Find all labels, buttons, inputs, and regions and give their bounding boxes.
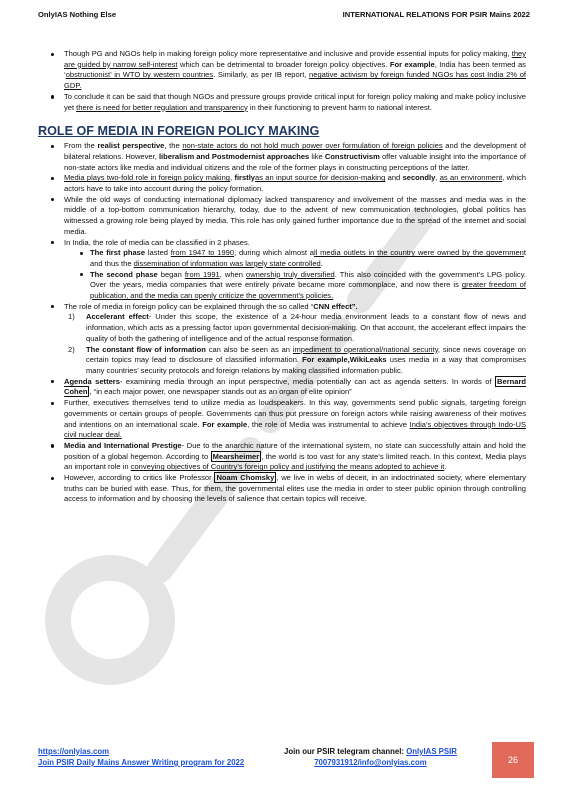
underlined-text: there is need for better regulation and transparency [76,102,248,112]
text-run: t and thus the [90,248,526,268]
text-run: in their functioning to prevent harm to national interest. [247,102,432,112]
underlined-text: obstructionist’ in WTO by western countries [65,70,214,80]
bold-text: firstly [234,173,255,183]
bold-text: For example [389,59,435,69]
text-run: , “in each major power, one newspaper stands out as an organ of elite opinion” [89,387,352,397]
text-run: can also be seen as an [205,344,293,354]
text-run: , the role of Media was instrumental to achieve [247,419,410,429]
bold-text: For example,WikiLeaks [302,355,387,365]
text-run: In India, the role of media can be classified in 2 phases. [64,237,250,247]
bold-text: The constant flow of information [86,344,206,354]
text-run: . [320,258,323,268]
list-item [48,195,526,238]
underlined-text: they are guided by narrow self-interest [64,49,526,69]
header-brand: OnlyIAS Nothing Else [38,10,117,19]
page-footer [38,746,534,780]
text-run: - Under this scope, the existence of a 24-hour media environment leads to a constant flow of news and information, which acts as a pressing factor upon governmental decision-making. On that account, the accelerant effect impairs the quality of both the gathering of intelligence and of the actual response formation. [86,312,526,343]
list-number: 2) [68,344,75,354]
bold-text: secondly [402,173,436,183]
text-run: While the old ways of conducting international diplomacy lacked transparency and involvement of the masses and media was in the middle of a top-bottom communication hierarchy, today, due to the advent of new communication technologies, global politics has witnessed a growing role being played by media. This role has only gained further importance due to the spread of the internet and social media. [64,194,526,236]
text-run: Though PG and NGOs help in making foreign policy more representative and inclusive and provide essential inputs for policy making, [64,49,512,58]
media-list [48,141,526,505]
text-run: , since news coverage on certain topics may lead to disclosure of classified information. [86,344,526,365]
list-item [48,377,526,398]
bold-text: Media and International Prestige [64,440,182,450]
underlined-text: from 1991 [184,269,220,279]
underlined-text: greater freedom of publication, and the media can openly criticize the government’s policies. [90,280,526,301]
text-run: and the development of bilateral relations. However, [64,141,526,161]
bold-text: Agenda setters [64,376,120,386]
text-run: , which actors have to take into account during the policy formation. [64,173,526,194]
text-run: , the [164,141,183,151]
bold-text: Constructivism [324,151,380,161]
bold-text: CNN effect”. [313,301,358,311]
underlined-text: ll media outlets in the country were owned by the governmen [314,248,524,258]
underlined-text: conveying objectives of Country’s foreign policy and justifying the means adopted to achieve it [130,462,445,472]
bold-text: liberalism and Postmodernist approaches [158,151,310,161]
text-run: The role of media in foreign policy can be explained through the so called “ [64,301,314,311]
text-run: and [385,173,403,183]
text-run: lasted [145,248,171,258]
text-run: , when [219,269,246,279]
text-run: offer valuable insight into the importance of non-state actors like media and individual citizens and the role of the former plays in constructing perceptions of the latter. [64,151,526,172]
text-run: , the world is too vast for any state’s limited reach. In this context, Media plays an important role in [64,451,526,472]
text-run: , [230,173,235,183]
list-item [48,398,526,441]
list-number: 1) [68,312,75,322]
text-run: Further, executives themselves tend to utilize media as loudspeakers. In this way, governments send public signals, targeting foreign governments or certain groups of people. Governments can thus put pressure on foreign actors while raising awareness of their motives and intentions on an international scale. [64,398,526,429]
bold-text: The second phase [90,269,158,279]
boxed-name: Noam Chomsky [216,473,275,483]
text-run: - examining media through an input perspective, media potentially can act as agenda setters. In words of [119,376,496,386]
text-run: However, according to critics like Professor [64,473,215,483]
text-run: , we live in webs of deceit, in an indoctrinated society, where elementary truths can be buried with ease. Thus, for them, the governmental elites use the media in order to steer public opinion through controlling access to information and by choosing the levels of salience that certain topics will receive. [64,473,526,504]
list-item [48,441,526,473]
list-item [48,49,526,92]
bold-text: The first phase [90,248,146,258]
contact-link[interactable]: 7007931912/info@onlyias.com [314,758,427,767]
list-item [48,92,526,113]
text-run: . This also coincided with the government’s LPG policy. Over the years, media companies that were entirely private became more commonplace, and now there is [90,269,527,290]
bold-text: realist perspective [97,141,165,151]
bold-text: For example [202,419,248,429]
page-number: 26 [507,754,518,765]
underlined-text: ownership truly diversified [246,269,335,279]
boxed-name: Bernard Cohen [64,376,526,397]
text-run: , during which almost a [234,248,314,258]
list-item [78,270,526,302]
footer-links [38,746,244,768]
text-run: began [157,269,185,279]
list-item [48,302,526,377]
text-run: like [309,151,325,161]
underlined-text: impediment to operational/national security [292,344,438,354]
text-run: , India has been termed as ‘ [64,59,526,80]
numbered-list [64,312,526,376]
list-item [78,248,526,269]
text-run: , [435,173,440,183]
website-link[interactable]: https://onlyias.com [38,747,110,756]
text-run: . [444,462,447,472]
underlined-text: non-state actors do not hold much power over formulation of foreign policies [182,141,443,151]
telegram-link[interactable]: OnlyIAS PSIR [406,747,457,756]
section-title: ROLE OF MEDIA IN FOREIGN POLICY MAKING [38,124,320,139]
list-item [48,141,526,173]
underlined-text: dissemination of information was largely state controlled [133,258,321,268]
list-item [48,473,526,505]
page-number-badge [492,742,534,778]
boxed-name: Mearsheimer [212,451,260,461]
list-item [68,345,526,377]
text-run: uses media in a way that compromises many countries’ security protocols and foreign relations by making classified information public. [86,355,527,375]
underlined-text: India’s objectives through Indo-US civil nuclear deal. [64,419,526,440]
list-item [48,238,526,302]
phase-list [64,248,526,302]
text-run: From the [64,141,98,151]
intro-list [48,49,526,113]
list-item [68,312,526,344]
text-run: - Due to the anarchic nature of the international system, no state can successfully attain and hold the position of a global hegemon. According to [64,440,526,461]
header-title: INTERNATIONAL RELATIONS FOR PSIR Mains 2022 [342,10,530,19]
underlined-text: as an environment [439,173,503,183]
underlined-text: as an input source for decision-making [255,173,386,183]
text-run: To conclude it can be said that though NGOs and pressure groups provide critical input for foreign policy making and make policy inclusive yet [64,91,526,112]
text-run: which can be detrimental to broader foreign policy objectives. [177,59,390,69]
underlined-text: from 1947 to 1990 [170,248,235,258]
footer-telegram [284,746,457,768]
text-run: . Similarly, as per IB report, [213,70,310,80]
page-header [38,10,530,24]
bold-text: Accelerant effect [86,312,149,322]
list-item [48,173,526,194]
underlined-text: Media plays two-fold role in foreign policy making [64,173,231,183]
telegram-label: Join our PSIR telegram channel: [284,747,407,756]
answer-writing-link[interactable]: Join PSIR Daily Mains Answer Writing program for 2022 [38,758,245,767]
page-content [38,49,527,505]
underlined-text: negative activism by foreign funded NGOs has cost India 2% of GDP. [64,70,527,91]
